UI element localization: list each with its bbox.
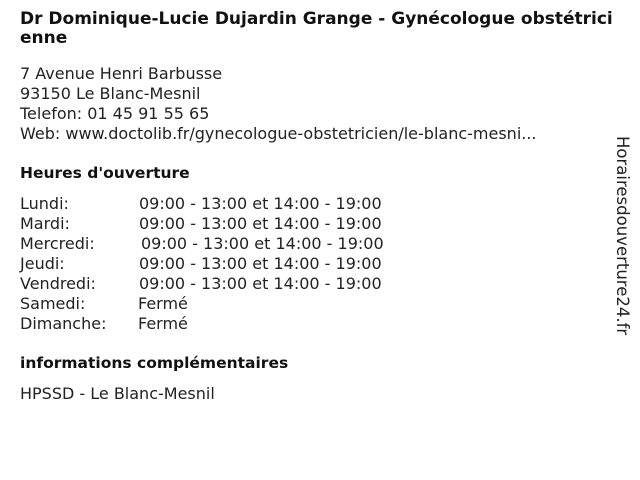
day-label: Mardi: [20, 214, 70, 233]
time-value: 09:00 - 13:00 et 14:00 - 19:00 [139, 254, 382, 273]
time-value: 09:00 - 13:00 et 14:00 - 19:00 [139, 214, 382, 233]
time-value: Fermé [138, 314, 188, 333]
day-label: Lundi: [20, 194, 69, 213]
day-label: Samedi: [20, 294, 86, 313]
day-label: Mercredi: [20, 234, 95, 253]
contact-info [20, 64, 537, 144]
time-value: 09:00 - 13:00 et 14:00 - 19:00 [139, 274, 382, 293]
phone-number: Telefon: 01 45 91 55 65 [20, 104, 210, 123]
site-watermark: Horairesdouverture24.fr [613, 136, 632, 336]
time-value: 09:00 - 13:00 et 14:00 - 19:00 [141, 234, 384, 253]
time-value: 09:00 - 13:00 et 14:00 - 19:00 [139, 194, 382, 213]
additional-info-heading: informations complémentaires [20, 354, 289, 372]
day-label: Vendredi: [20, 274, 96, 293]
website: Web: www.doctolib.fr/gynecologue-obstetricien/le-blanc-mesni... [20, 124, 537, 143]
time-value: Fermé [138, 294, 188, 313]
page-title: Dr Dominique-Lucie Dujardin Grange - Gynécologue obstétricienne [20, 9, 613, 48]
hours-heading: Heures d'ouverture [20, 164, 190, 182]
address-street: 7 Avenue Henri Barbusse [20, 64, 223, 83]
day-label: Jeudi: [20, 254, 65, 273]
address-city: 93150 Le Blanc-Mesnil [20, 84, 201, 103]
additional-info-text: HPSSD - Le Blanc-Mesnil [20, 384, 215, 403]
day-label: Dimanche: [20, 314, 107, 333]
